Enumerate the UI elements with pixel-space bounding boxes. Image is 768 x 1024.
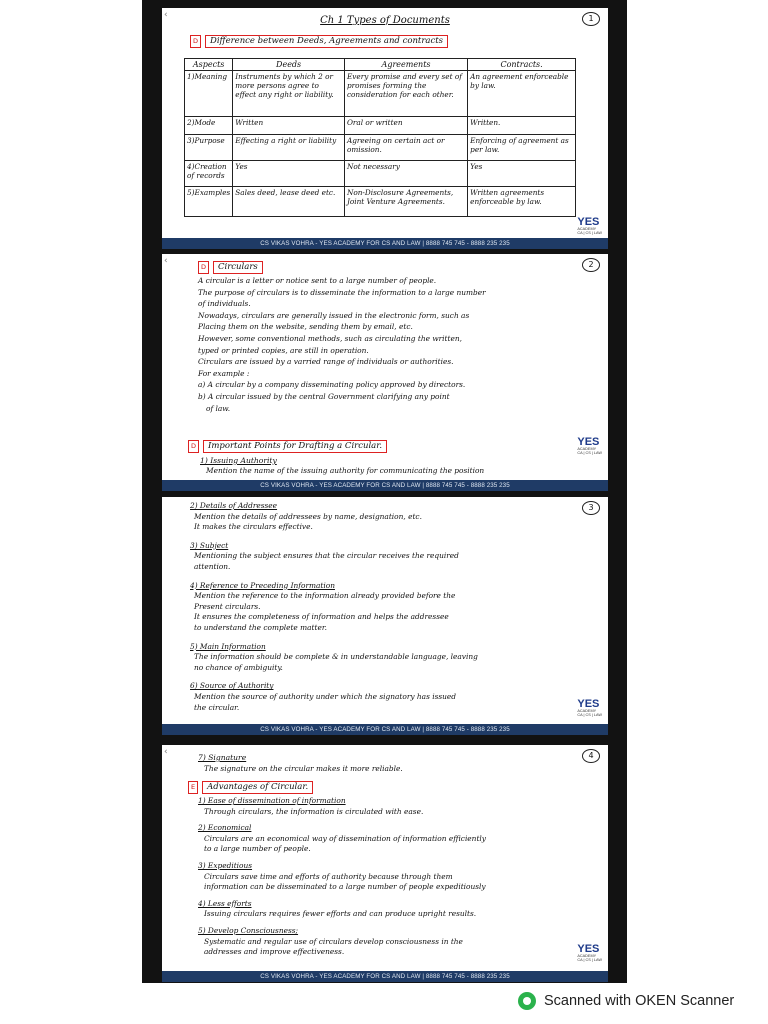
section-heading bbox=[190, 35, 598, 48]
point-heading: 3) Subject bbox=[190, 540, 229, 550]
document-page-4 bbox=[162, 745, 608, 982]
back-chevron-icon[interactable]: ‹ bbox=[164, 10, 168, 20]
table-cell: Written. bbox=[468, 117, 576, 135]
text-line: Mention the reference to the information already provided before the bbox=[194, 591, 456, 601]
scanner-logo-icon bbox=[518, 992, 536, 1010]
comparison-table bbox=[184, 58, 576, 217]
section-heading bbox=[198, 261, 598, 274]
text-line: of law. bbox=[206, 403, 231, 413]
section-marker: D bbox=[190, 35, 201, 48]
text-line: attention. bbox=[194, 561, 231, 571]
table-cell: Yes bbox=[468, 161, 576, 187]
text-line: a) A circular by a company disseminating policy approved by directors. bbox=[198, 380, 466, 390]
yes-academy-logo: YES ACADEMY CA | CS | LAW bbox=[577, 436, 602, 455]
subsection-title: Important Points for Drafting a Circular. bbox=[203, 440, 387, 453]
text-line: The purpose of circulars is to disseminate the information to a large number bbox=[198, 287, 486, 297]
back-chevron-icon[interactable]: ‹ bbox=[164, 256, 168, 266]
table-cell: An agreement enforceable by law. bbox=[468, 71, 576, 117]
table-cell: Every promise and every set of promises forming the consideration for each other. bbox=[344, 71, 467, 117]
text-line: to a large number of people. bbox=[204, 844, 311, 854]
point-heading: 7) Signature bbox=[198, 753, 247, 762]
text-line: no chance of ambiguity. bbox=[194, 662, 283, 672]
table-cell: Agreeing on certain act or omission. bbox=[344, 135, 467, 161]
point-heading: 4) Reference to Preceding Information bbox=[190, 580, 335, 590]
table-header: Contracts. bbox=[468, 59, 576, 71]
text-line: Nowadays, circulars are generally issued in the electronic form, such as bbox=[198, 310, 470, 320]
section-title: Difference between Deeds, Agreements and contracts bbox=[205, 35, 448, 48]
advantages-list bbox=[198, 796, 598, 958]
text-line: Issuing circulars requires fewer efforts and can produce upright results. bbox=[204, 909, 477, 919]
page-footer: CS VIKAS VOHRA - YES ACADEMY FOR CS AND LAW | 8888 745 745 - 8888 235 235 bbox=[162, 480, 608, 491]
table-row bbox=[185, 117, 576, 135]
table-cell: Written agreements enforceable by law. bbox=[468, 187, 576, 217]
section-title: Advantages of Circular. bbox=[202, 781, 313, 794]
table-cell: Enforcing of agreement as per law. bbox=[468, 135, 576, 161]
section-marker: D bbox=[188, 440, 199, 453]
table-row bbox=[185, 161, 576, 187]
text-line: Circulars are issued by a varried range of individuals or authorities. bbox=[198, 357, 454, 367]
yes-academy-logo: YES ACADEMY CA | CS | LAW bbox=[577, 943, 602, 962]
text-line: However, some conventional methods, such as circulating the written, bbox=[198, 333, 462, 343]
document-page-1 bbox=[162, 8, 608, 249]
text-line: typed or printed copies, are still in operation. bbox=[198, 345, 369, 355]
table-cell: Instruments by which 2 or more persons agree to effect any right or liability. bbox=[233, 71, 345, 117]
table-row bbox=[185, 187, 576, 217]
text-line: It ensures the completeness of information and helps the addressee bbox=[194, 612, 449, 622]
section-marker: D bbox=[198, 261, 209, 274]
text-line: Mention the source of authority under which the signatory has issued bbox=[194, 691, 457, 701]
yes-academy-logo: YES ACADEMY CA | CS | LAW bbox=[577, 216, 602, 235]
section-marker: E bbox=[188, 781, 198, 794]
drafting-points bbox=[190, 501, 598, 713]
point-heading: 1) Issuing Authority bbox=[200, 456, 277, 465]
text-line: Circulars save time and efforts of authority because through them bbox=[204, 871, 453, 881]
point-text: Mention the name of the issuing authority for communicating the position bbox=[206, 466, 485, 475]
table-header: Agreements bbox=[344, 59, 467, 71]
point-heading: 6) Source of Authority bbox=[190, 681, 274, 691]
table-header: Deeds bbox=[233, 59, 345, 71]
section-heading bbox=[188, 781, 598, 794]
point-heading: 1) Ease of dissemination of information bbox=[198, 796, 346, 805]
table-cell: 4)Creation of records bbox=[185, 161, 233, 187]
table-cell: 5)Examples bbox=[185, 187, 233, 217]
point-heading: 4) Less efforts bbox=[198, 898, 252, 908]
text-line: information can be disseminated to a large number of people expeditiously bbox=[204, 882, 486, 892]
page-footer: CS VIKAS VOHRA - YES ACADEMY FOR CS AND LAW | 8888 745 745 - 8888 235 235 bbox=[162, 238, 608, 249]
circulars-text bbox=[198, 275, 598, 414]
subsection-heading bbox=[188, 440, 598, 453]
text-line: Mention the details of addressees by name, designation, etc. bbox=[194, 511, 422, 521]
yes-academy-logo: YES ACADEMY CA | CS | LAW bbox=[577, 698, 602, 717]
table-cell: 1)Meaning bbox=[185, 71, 233, 117]
point-heading: 2) Economical bbox=[198, 823, 252, 833]
table-cell: Effecting a right or liability bbox=[233, 135, 345, 161]
page-number: 4 bbox=[582, 749, 600, 763]
point-heading: 2) Details of Addressee bbox=[190, 501, 278, 510]
text-line: b) A circular issued by the central Government clarifying any point bbox=[198, 391, 450, 401]
table-cell: Non-Disclosure Agreements, Joint Venture Agreements. bbox=[344, 187, 467, 217]
section-title: Circulars bbox=[213, 261, 263, 274]
point-heading: 5) Main Information bbox=[190, 641, 266, 651]
point-heading: 3) Expeditious bbox=[198, 860, 253, 870]
scanner-label: Scanned with OKEN Scanner bbox=[544, 993, 735, 1009]
document-page-2 bbox=[162, 254, 608, 491]
text-line: addresses and improve effectiveness. bbox=[204, 947, 345, 957]
point-text: The signature on the circular makes it more reliable. bbox=[204, 764, 403, 773]
table-cell: Sales deed, lease deed etc. bbox=[233, 187, 345, 217]
scanner-watermark bbox=[518, 990, 734, 1012]
table-cell: Written bbox=[233, 117, 345, 135]
text-line: A circular is a letter or notice sent to a large number of people. bbox=[198, 276, 437, 285]
text-line: of individuals. bbox=[198, 299, 251, 309]
text-line: Mentioning the subject ensures that the circular receives the required bbox=[194, 551, 459, 561]
page-title: Ch 1 Types of Documents bbox=[320, 15, 450, 26]
point-heading: 5) Develop Consciousness; bbox=[198, 925, 299, 935]
text-line: Circulars are an economical way of dissemination of information efficiently bbox=[204, 833, 486, 843]
text-line: Through circulars, the information is circulated with ease. bbox=[204, 806, 424, 816]
table-cell: Oral or written bbox=[344, 117, 467, 135]
table-cell: Yes bbox=[233, 161, 345, 187]
text-line: It makes the circulars effective. bbox=[194, 522, 313, 532]
document-page-3 bbox=[162, 497, 608, 735]
text-line: The information should be complete & in understandable language, leaving bbox=[194, 652, 478, 662]
table-cell: Not necessary bbox=[344, 161, 467, 187]
table-cell: 2)Mode bbox=[185, 117, 233, 135]
page-footer: CS VIKAS VOHRA - YES ACADEMY FOR CS AND LAW | 8888 745 745 - 8888 235 235 bbox=[162, 971, 608, 982]
back-chevron-icon[interactable]: ‹ bbox=[164, 747, 168, 757]
text-line: Systematic and regular use of circulars develop consciousness in the bbox=[204, 936, 463, 946]
text-line: Present circulars. bbox=[194, 601, 261, 611]
table-header: Aspects bbox=[185, 59, 233, 71]
text-line: to understand the complete matter. bbox=[194, 622, 327, 632]
text-line: the circular. bbox=[194, 702, 240, 712]
page-number: 1 bbox=[582, 12, 600, 26]
text-line: Placing them on the website, sending them by email, etc. bbox=[198, 322, 413, 332]
text-line: For example : bbox=[198, 368, 250, 378]
table-row bbox=[185, 71, 576, 117]
page-footer: CS VIKAS VOHRA - YES ACADEMY FOR CS AND LAW | 8888 745 745 - 8888 235 235 bbox=[162, 724, 608, 735]
table-cell: 3)Purpose bbox=[185, 135, 233, 161]
page-number: 2 bbox=[582, 258, 600, 272]
table-row bbox=[185, 135, 576, 161]
page-number: 3 bbox=[582, 501, 600, 515]
